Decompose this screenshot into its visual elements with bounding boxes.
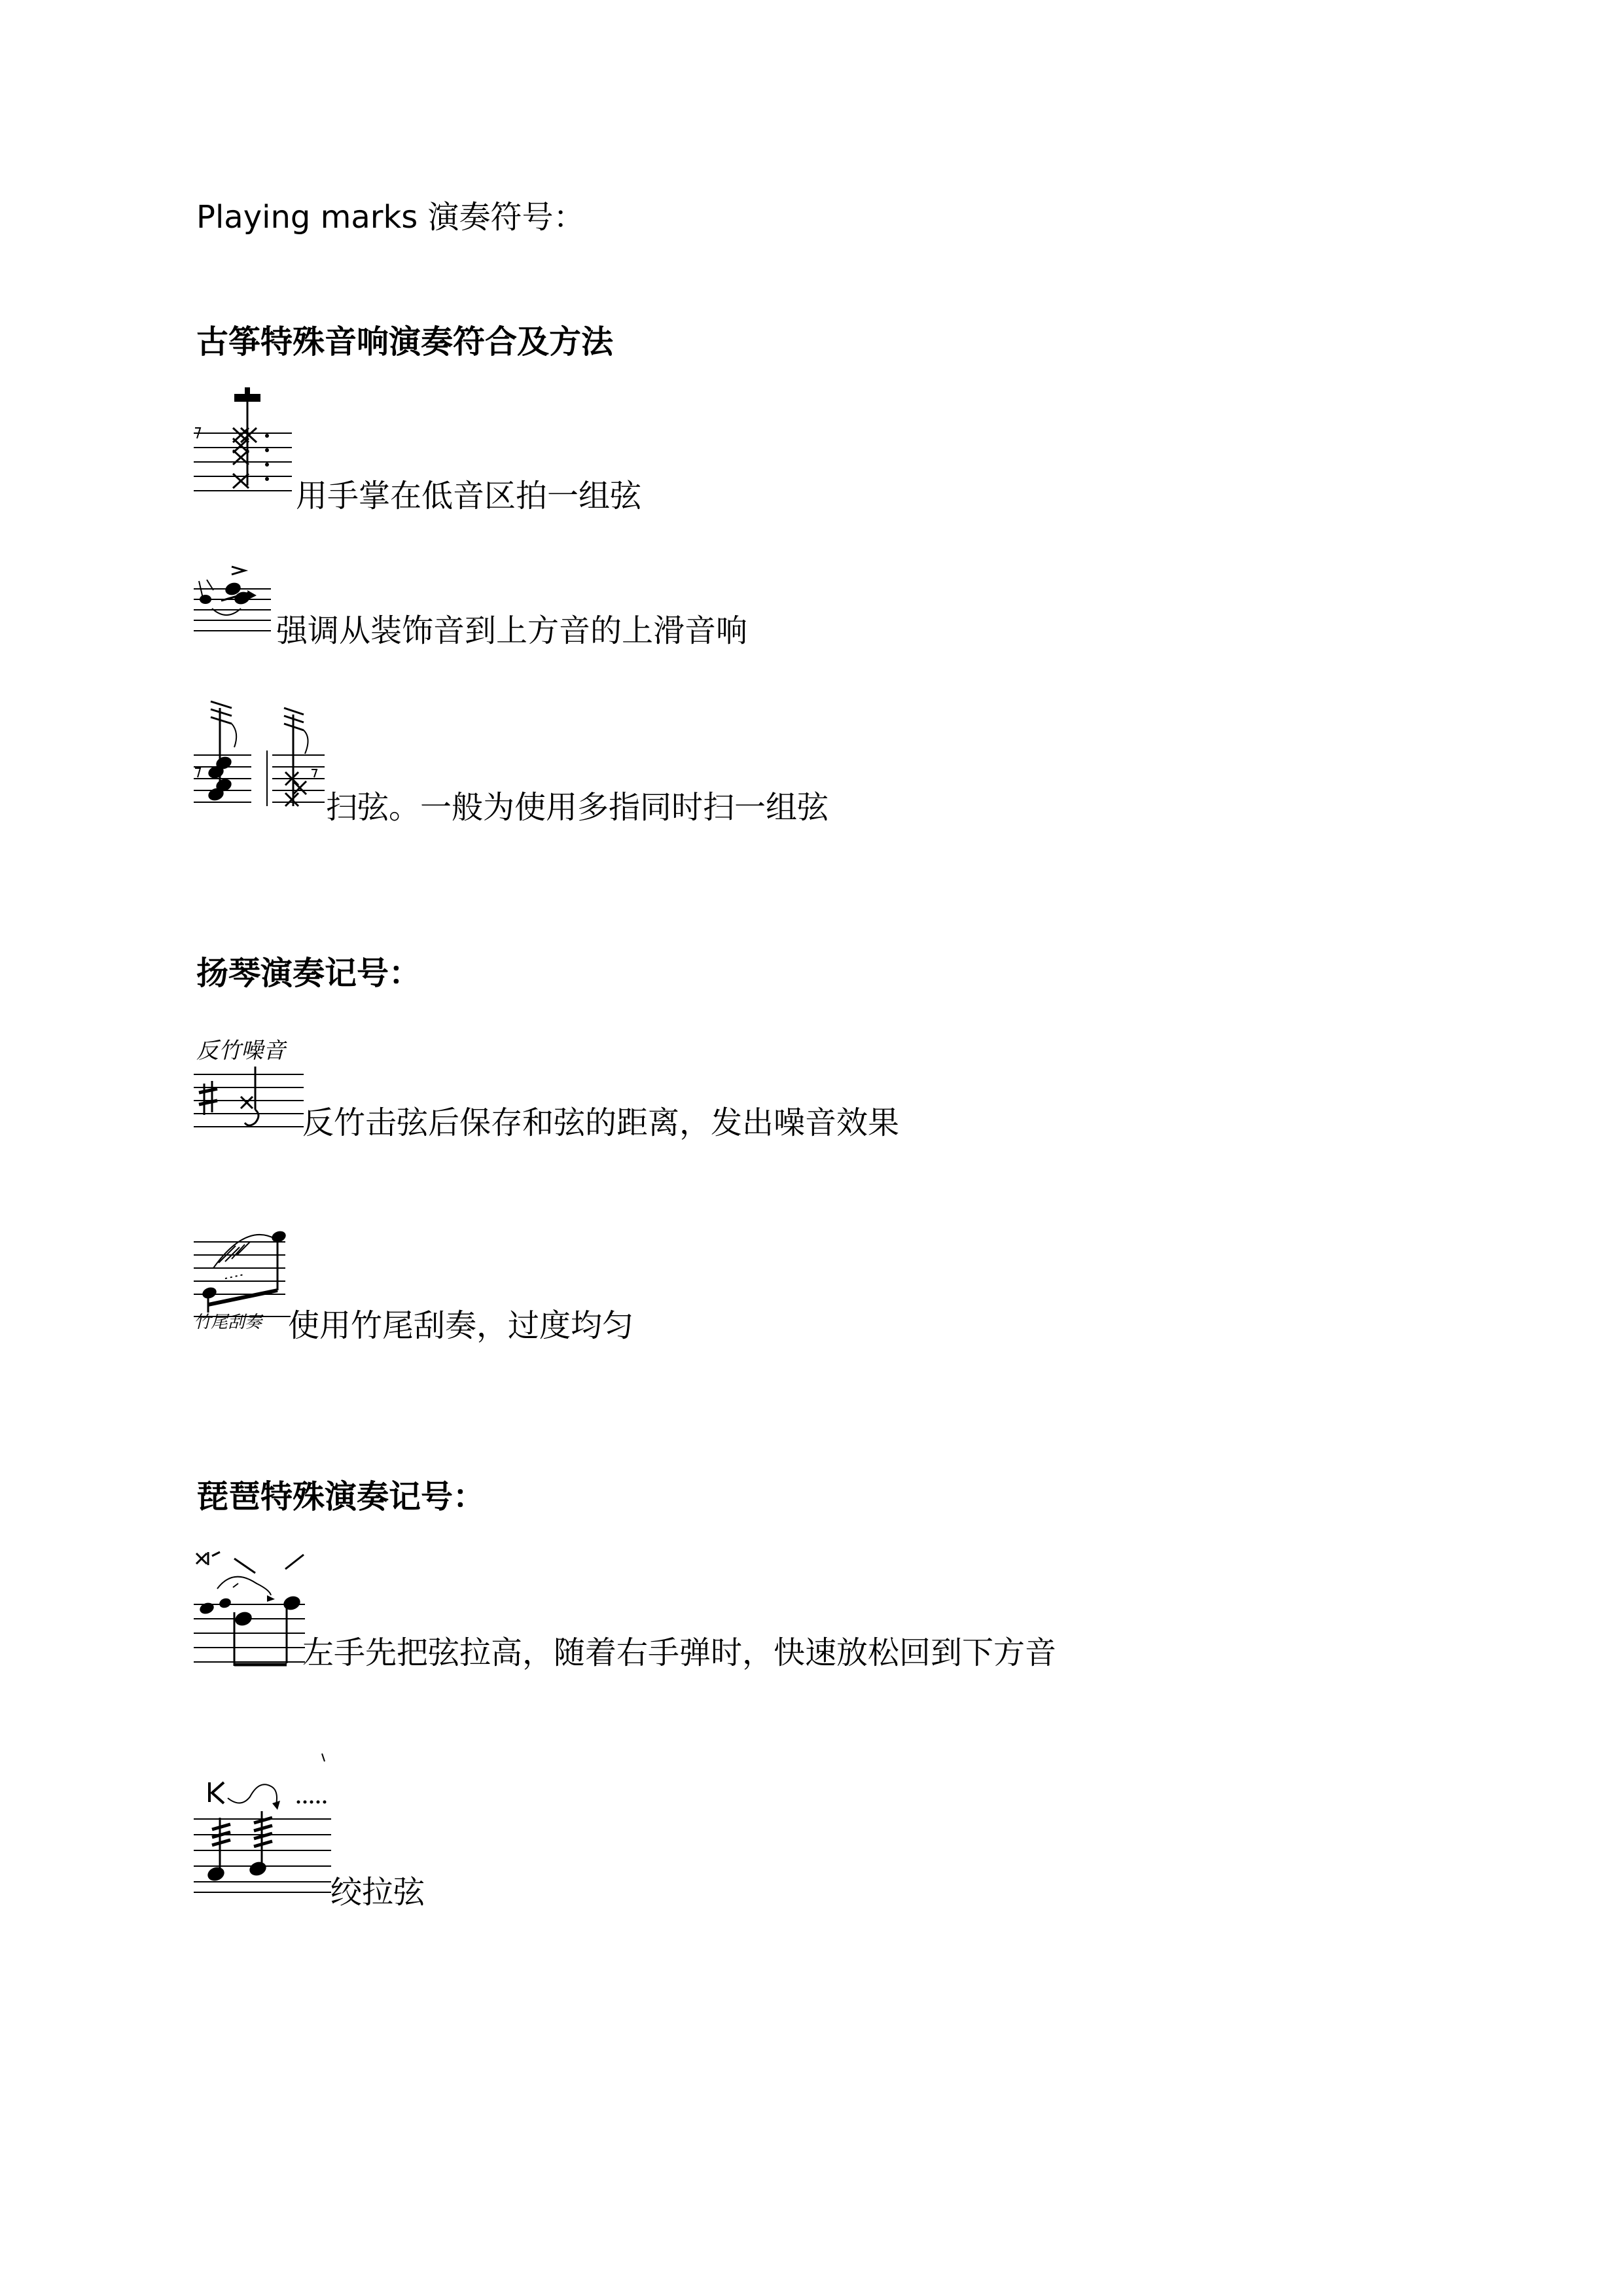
- item-description: 绞拉弦: [330, 1874, 425, 1911]
- twisted-strings-notation-icon: [194, 1746, 338, 1896]
- section-heading-pipa: 琵琶特殊演奏记号：: [196, 1478, 486, 1515]
- item-description: 用手掌在低音区拍一组弦: [296, 478, 642, 514]
- item-description: 左手先把弦拉高，随着右手弹时，快速放松回到下方音: [302, 1634, 1057, 1671]
- section-heading-guzheng: 古筝特殊音响演奏符合及方法: [196, 323, 614, 361]
- sweep-strings-notation-icon: [194, 695, 331, 813]
- notation-label: 反竹噪音: [196, 1038, 285, 1064]
- section-heading-yangqin: 扬琴演奏记号：: [196, 955, 421, 992]
- reverse-bamboo-noise-notation-icon: [194, 1067, 305, 1139]
- item-description: 强调从装饰音到上方音的上滑音响: [276, 612, 748, 649]
- notation-label: 竹尾刮奏: [194, 1313, 262, 1332]
- intro-text: Playing marks 演奏符号：: [196, 199, 585, 236]
- bamboo-tail-scrape-notation-icon: [194, 1222, 292, 1317]
- pull-release-notation-icon: [194, 1549, 312, 1674]
- item-description: 扫弦。一般为使用多指同时扫一组弦: [326, 789, 829, 826]
- accented-grace-glide-notation-icon: [194, 561, 276, 640]
- palm-slap-notation-icon: [194, 387, 298, 499]
- item-description: 反竹击弦后保存和弦的距离，发出噪音效果: [302, 1104, 900, 1141]
- item-description: 使用竹尾刮奏，过度均匀: [288, 1307, 634, 1344]
